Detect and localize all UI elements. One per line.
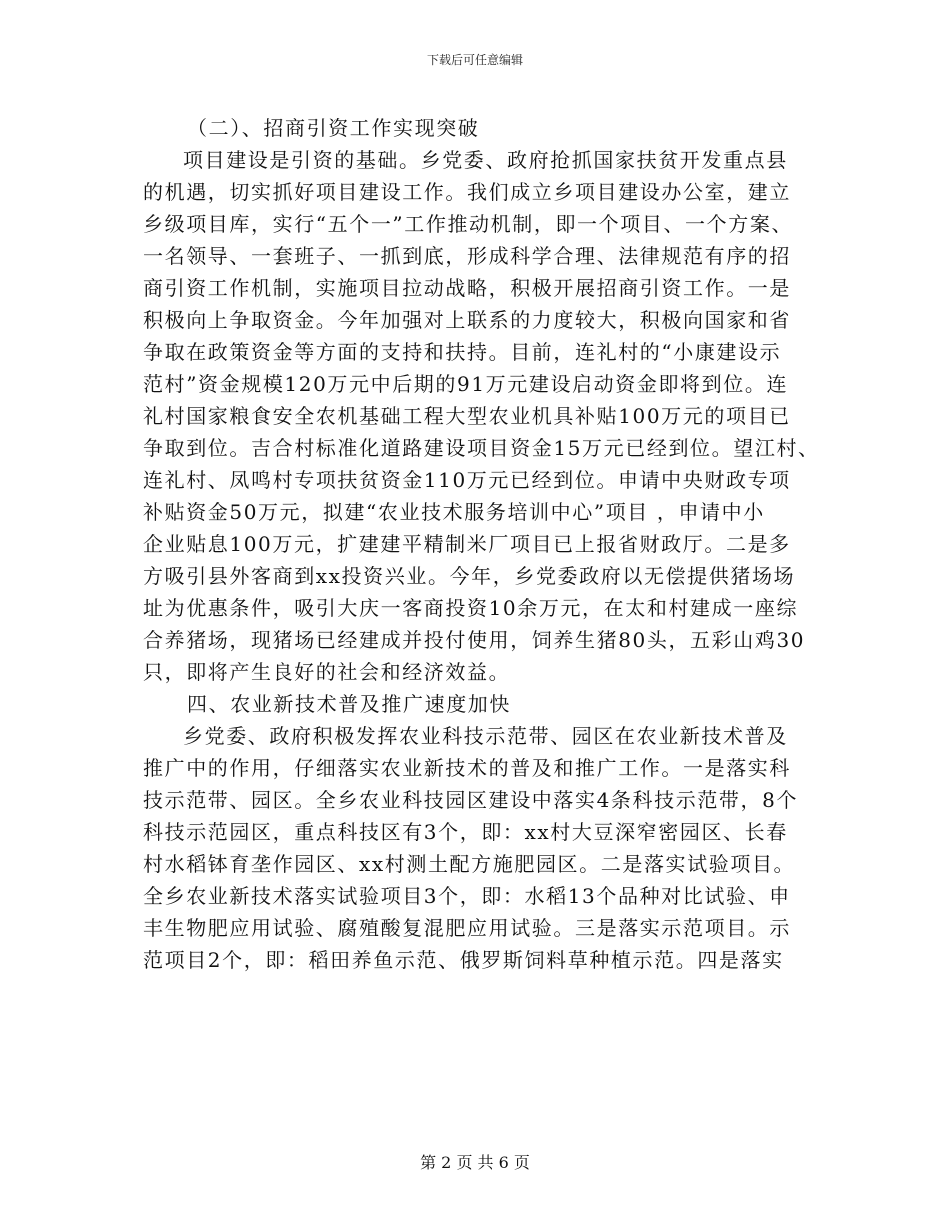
paragraph-line: 补贴资金50万元，拟建“农业技术服务培训中心”项目 ，申请中小 (143, 500, 765, 524)
paragraph-line: 科技示范园区，重点科技区有3个，即：xx村大豆深窄密园区、长春 (143, 820, 788, 844)
paragraph-line: 企业贴息100万元，扩建建平精制米厂项目已上报省财政厅。二是多 (143, 532, 791, 556)
paragraph-line: 推广中的作用，仔细落实农业新技术的普及和推广工作。一是落实科 (143, 756, 791, 780)
header-note: 下载后可任意编辑 (426, 53, 523, 67)
section-heading-technology: 四、农业新技术普及推广速度加快 (187, 692, 511, 716)
paragraph-line: 方吸引县外客商到xx投资兴业。今年，乡党委政府以无偿提供猪场场 (143, 564, 796, 588)
paragraph-line: 的机遇，切实抓好项目建设工作。我们成立乡项目建设办公室，建立 (143, 180, 791, 204)
paragraph-line: 乡党委、政府积极发挥农业科技示范带、园区在农业新技术普及 (183, 724, 788, 748)
paragraph-line: 连礼村、凤鸣村专项扶贫资金110万元已经到位。申请中央财政专项 (143, 468, 791, 492)
paragraph-line: 全乡农业新技术落实试验项目3个，即：水稻13个品种对比试验、申 (143, 884, 791, 908)
paragraph-line: 争取在政策资金等方面的支持和扶持。目前，连礼村的“小康建设示 (143, 340, 782, 364)
paragraph-line: 范项目2个，即：稻田养鱼示范、俄罗斯饲料草种植示范。四是落实 (143, 948, 784, 972)
paragraph-line: 一名领导、一套班子、一抓到底，形成科学合理、法律规范有序的招 (143, 244, 791, 268)
paragraph-line: 合养猪场，现猪场已经建成并投付使用，饲养生猪80头，五彩山鸡30 (143, 628, 806, 652)
paragraph-line: 乡级项目库，实行“五个一”工作推动机制，即一个项目、一个方案、 (143, 212, 794, 236)
paragraph-line: 项目建设是引资的基础。乡党委、政府抢抓国家扶贫开发重点县 (183, 148, 788, 172)
page-number: 第 2 页 共 6 页 (420, 1153, 530, 1172)
document-body (143, 112, 820, 976)
paragraph-line: 礼村国家粮食安全农机基础工程大型农业机具补贴100万元的项目已 (143, 404, 791, 428)
section-heading-investment: （二）、招商引资工作实现突破 (187, 116, 480, 140)
paragraph-line: 商引资工作机制，实施项目拉动战略，积极开展招商引资工作。一是 (143, 276, 791, 300)
paragraph-line: 范村”资金规模120万元中后期的91万元建设启动资金即将到位。连 (143, 372, 789, 396)
paragraph-line: 村水稻钵育垄作园区、xx村测土配方施肥园区。二是落实试验项目。 (143, 852, 796, 876)
paragraph-line: 址为优惠条件，吸引大庆一客商投资10余万元，在太和村建成一座综 (143, 596, 799, 620)
paragraph-line: 争取到位。吉合村标准化道路建设项目资金15万元已经到位。望江村、 (143, 436, 820, 460)
paragraph-line: 技示范带、园区。全乡农业科技园区建设中落实4条科技示范带，8个 (143, 788, 799, 812)
paragraph-line: 只，即将产生良好的社会和经济效益。 (143, 660, 511, 684)
paragraph-line: 丰生物肥应用试验、腐殖酸复混肥应用试验。三是落实示范项目。示 (143, 916, 791, 940)
paragraph-line: 积极向上争取资金。今年加强对上联系的力度较大，积极向国家和省 (143, 308, 791, 332)
